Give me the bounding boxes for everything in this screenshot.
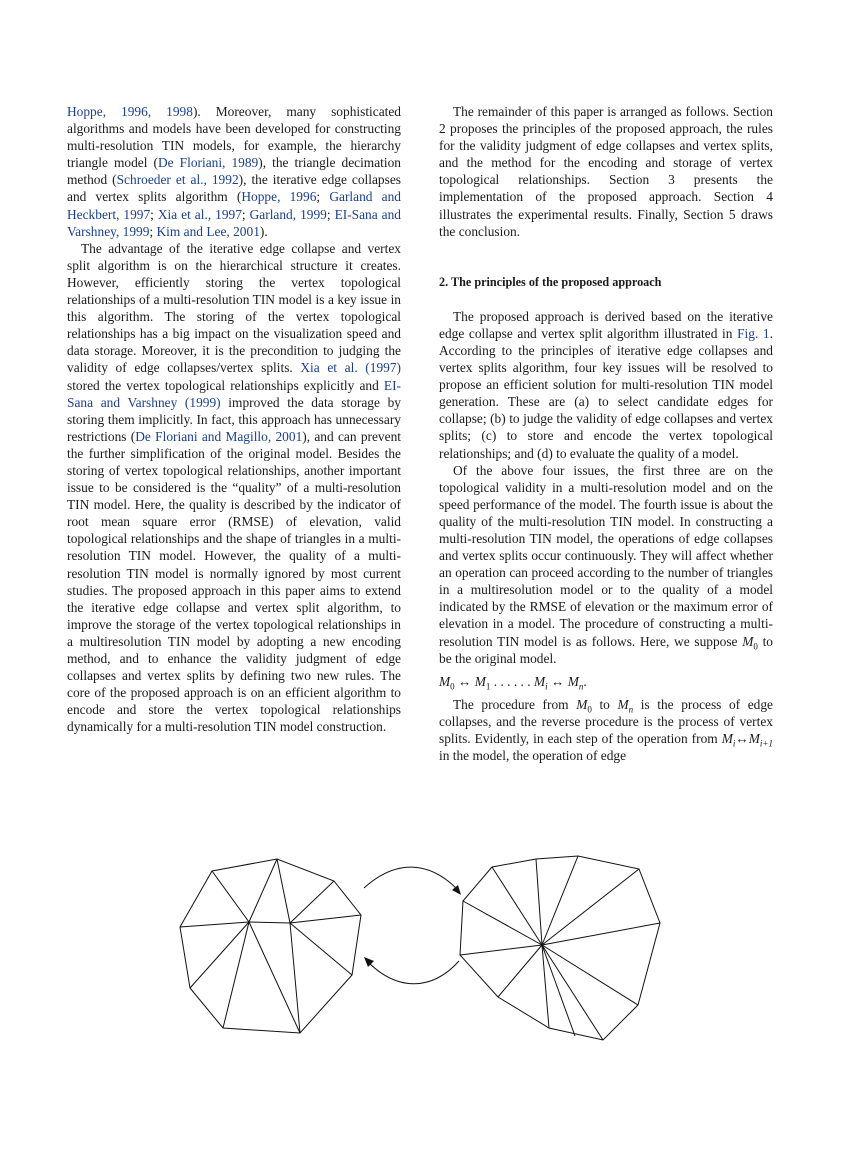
collapse-arrow-head [452,885,461,895]
left-paragraph-1 [67,103,401,240]
citation-link[interactable]: Schroeder et al., 1992 [116,172,239,188]
right-mesh-edge [542,945,549,1028]
left-mesh-edge [290,881,334,923]
citation-link[interactable]: De Floriani and Magillo, 2001 [135,428,303,444]
right-mesh-edge [542,923,660,945]
paragraph-text: ), the triangle decimation method ( [67,155,401,188]
right-mesh-edge [542,945,638,1005]
citation-link[interactable]: EI-Sana and Varshney (1999) [67,377,401,410]
citation-link[interactable]: Garland, 1999 [249,206,327,222]
right-mesh-edge [542,869,639,945]
left-mesh-edge [290,923,352,975]
right-mesh-edge [542,856,578,945]
right-mesh [460,856,660,1040]
right-paragraph-1: The remainder of this paper is arranged as follows. Section 2 proposes the principles of the proposed approach, the rules for the validity judgment of edge collapses and vertex splits, and the method for the encoding and storage of vertex topological relationships. Section 3 presents the implementation of the proposed approach. Section 4 illustrates the experimental results. Finally, Section 5 draws the conclusion. [439,104,773,239]
split-arrow-head [364,957,374,967]
section-heading: 2. The principles of the proposed approach [439,274,662,289]
citation-link[interactable]: De Floriani, 1989 [157,155,259,171]
left-paragraph-2 [67,240,401,736]
right-mesh-edge [536,859,542,945]
left-mesh-edge [249,922,290,923]
left-mesh-edge [180,922,249,927]
citation-link[interactable]: Kim and Lee, 2001 [156,223,260,239]
split-arrow-curve [369,961,459,984]
left-mesh-edge [277,859,290,923]
paragraph-text: . According to the principles of iterative edge collapses and vertex splits algorithm, four key issues will be resolved to propose an efficient solution for multi-resolution TIN model generation. These are (a) to select candidate edges for collapse; (b) to judge the validity of edge collapses and vertex splits; (c) to store and encode the vertex topological relationships; and (d) to evaluate the quality of a model. [439,325,773,461]
left-mesh-edge [212,871,249,922]
citation-link[interactable]: Hoppe, 1996 [241,189,317,205]
citation-link[interactable]: EI-Sana and Varshney, 1999 [67,206,401,239]
equation: $M_0$ ↔ $M_1$ . . . . . . $M_i$ ↔ $M_n$. [439,673,587,692]
left-mesh-outline [180,859,361,1033]
paragraph-text: stored the vertex topological relationships explicitly and [67,377,384,393]
citation-link[interactable]: Fig. 1 [737,325,770,341]
paragraph-text: ; [150,206,158,222]
collapse-arrow [364,867,461,895]
citation-link[interactable]: Hoppe, 1996, 1998 [67,104,193,119]
right-mesh-edge [463,901,542,945]
left-column [67,103,401,735]
citation-link[interactable]: Xia et al., 1997 [157,206,242,222]
paragraph-text: ; [316,189,330,205]
left-mesh-edge [290,923,300,1033]
paragraph-text: ), and can prevent the further simplification of the original model. Besides the storing of vertex topological relationships, another important issue to be considered is the “quality” of a multi-resolution TIN model. Here, the quality is described by the indicator of root mean square error (RMSE) of elevation, valid topological relationships and the shape of triangles in a multi-resolution TIN model. However, the quality of a multi-resolution TIN model is normally ignored by most current studies. The proposed approach in this paper aims to extend the iterative edge collapse and vertex split algorithm, to improve the storage of the vertex topological relationships in a multiresolution TIN model by adopting a new encoding method, and to enhance the validity judgment of edge collapses and vertex splits by defining two new rules. The core of the proposed approach is on an efficient algorithm to encode and store the vertex topological relationships dynamically for a multi-resolution TIN model construction. [67,428,401,735]
right-mesh-edge [542,945,603,1040]
right-paragraph-2 [439,308,773,462]
left-mesh [180,859,361,1033]
paragraph-text: ; [149,223,157,239]
right-column [439,103,773,764]
left-mesh-edge [249,922,300,1033]
right-paragraph-4: The procedure from $M_0$ to $M_n$ is the process of edge collapses, and the reverse procedure is the process of vertex splits. Evidently, in each step of the operation from $M_i\leftrightarrow M_{i+1}$ in the model, the operation of edge [439,696,774,764]
figure-1 [170,855,676,1055]
right-mesh-edge [542,945,575,1036]
right-mesh-outline [460,856,660,1040]
citation-link[interactable]: Xia et al. (1997) [300,360,401,376]
right-mesh-edge [498,945,542,997]
paragraph-text: ). Moreover, many sophisticated algorithms and models have been developed for constructing multi-resolution TIN models, for example, the hierarchy triangle model ( [67,104,402,171]
paragraph-text: improved the data storage by storing them implicitly. In fact, this approach has unnecessary restrictions ( [67,394,401,444]
collapse-arrow-curve [364,867,457,889]
paragraph-text: ), the iterative edge collapses and vertex splits algorithm ( [67,172,401,205]
right-mesh-edge [492,867,542,945]
left-mesh-edge [249,859,277,922]
paragraph-text: The proposed approach is derived based on the iterative edge collapse and vertex split algorithm illustrated in [439,308,773,341]
paragraph-text: ). [259,223,268,239]
figure-1-drawing [170,855,676,1055]
right-mesh-edge [460,945,542,955]
citation-link[interactable]: Garland and Heckbert, 1997 [67,189,401,222]
left-mesh-edge [223,922,249,1028]
paragraph-text: The advantage of the iterative edge collapse and vertex split algorithm is on the hierarchical structure it creates. However, efficiently storing the vertex topological relationships of a multi-resolution TIN model is a key issue in this algorithm. The storing of the vertex topological relationships has a big impact on the visualization speed and data storage. Moreover, it is the precondition to judging the validity of edge collapses/vertex splits. [67,240,401,376]
left-mesh-edge [190,922,249,988]
paragraph-text: ; [241,206,250,222]
paragraph-text: ; [326,206,335,222]
right-paragraph-3: Of the above four issues, the first three are on the topological validity in a multi-resolution model and on the speed performance of the model. The fourth issue is about the quality of the multi-resolution TIN model. In constructing a multi-resolution TIN model, the operations of edge collapses and vertex splits occur continuously. They will affect whether an operation can proceed according to the number of triangles in a multiresolution model or to the quality of a model indicated by the RMSE of elevation or the maximum error of elevation in a model. The procedure of constructing a multi-resolution TIN model is as follows. Here, we suppose $M_0$ to be the original model. [439,462,774,666]
left-mesh-edge [290,915,361,923]
split-arrow [364,957,459,984]
